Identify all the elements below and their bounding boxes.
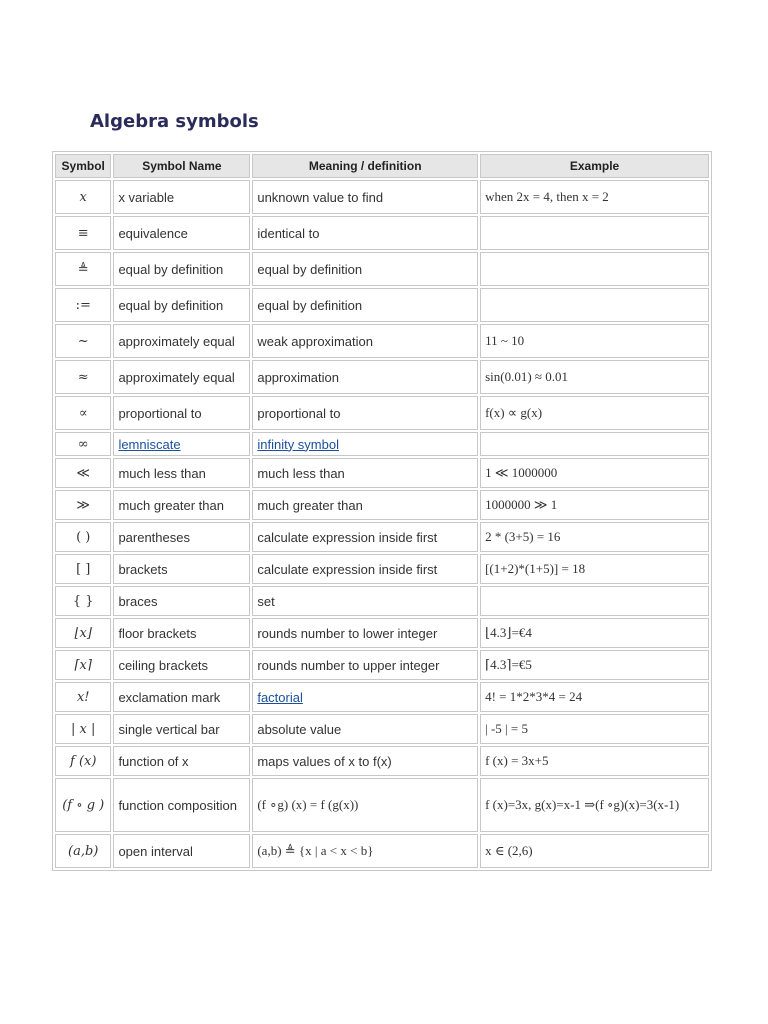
name-cell: floor brackets — [113, 618, 250, 648]
example-cell: | -5 | = 5 — [480, 714, 709, 744]
example-cell: [(1+2)*(1+5)] = 18 — [480, 554, 709, 584]
example-cell: f (x) = 3x+5 — [480, 746, 709, 776]
symbol-cell: | x | — [55, 714, 111, 744]
example-cell: 11 ~ 10 — [480, 324, 709, 358]
table-row — [55, 252, 709, 286]
meaning-cell: equal by definition — [252, 288, 478, 322]
table-row — [55, 778, 709, 832]
meaning-cell: calculate expression inside first — [252, 522, 478, 552]
example-cell: f (x)=3x, g(x)=x-1 ⇒(f ∘g)(x)=3(x-1) — [480, 778, 709, 832]
symbol-cell: ∞ — [55, 432, 111, 456]
meaning-cell: calculate expression inside first — [252, 554, 478, 584]
example-cell: f(x) ∝ g(x) — [480, 396, 709, 430]
example-cell: 4! = 1*2*3*4 = 24 — [480, 682, 709, 712]
example-cell: 1 ≪ 1000000 — [480, 458, 709, 488]
symbol-cell: ~ — [55, 324, 111, 358]
table-row — [55, 432, 709, 456]
example-cell: ⌊4.3⌋=€4 — [480, 618, 709, 648]
symbol-cell: (f ∘ g ) — [55, 778, 111, 832]
name-cell: proportional to — [113, 396, 250, 430]
name-cell: much less than — [113, 458, 250, 488]
table-row — [55, 682, 709, 712]
name-cell: braces — [113, 586, 250, 616]
example-cell — [480, 216, 709, 250]
symbol-cell: ( ) — [55, 522, 111, 552]
example-cell: 1000000 ≫ 1 — [480, 490, 709, 520]
meaning-cell — [252, 682, 478, 712]
meaning-cell: (f ∘g) (x) = f (g(x)) — [252, 778, 478, 832]
table-row — [55, 458, 709, 488]
example-cell: sin(0.01) ≈ 0.01 — [480, 360, 709, 394]
example-cell — [480, 252, 709, 286]
header-symbol: Symbol — [55, 154, 111, 178]
meaning-cell: absolute value — [252, 714, 478, 744]
name-cell: x variable — [113, 180, 250, 214]
meaning-cell: identical to — [252, 216, 478, 250]
table-row — [55, 554, 709, 584]
table-row — [55, 714, 709, 744]
page-title: Algebra symbols — [90, 111, 259, 132]
example-cell: x ∈ (2,6) — [480, 834, 709, 868]
example-cell — [480, 586, 709, 616]
table-row — [55, 650, 709, 680]
symbol-cell: (a,b) — [55, 834, 111, 868]
meaning-cell: weak approximation — [252, 324, 478, 358]
symbol-cell: ≫ — [55, 490, 111, 520]
example-cell — [480, 288, 709, 322]
example-cell — [480, 432, 709, 456]
symbol-cell: x! — [55, 682, 111, 712]
symbol-cell: ≡ — [55, 216, 111, 250]
symbol-cell: ∝ — [55, 396, 111, 430]
table-header-row — [55, 154, 709, 178]
example-cell: when 2x = 4, then x = 2 — [480, 180, 709, 214]
name-cell: function composition — [113, 778, 250, 832]
meaning-cell: much greater than — [252, 490, 478, 520]
table-row — [55, 360, 709, 394]
symbol-cell: x — [55, 180, 111, 214]
table-row — [55, 396, 709, 430]
table-row — [55, 586, 709, 616]
table-row — [55, 324, 709, 358]
lemniscate-link[interactable]: lemniscate — [118, 436, 181, 452]
name-cell: equivalence — [113, 216, 250, 250]
name-cell: open interval — [113, 834, 250, 868]
meaning-cell — [252, 432, 478, 456]
name-cell: ceiling brackets — [113, 650, 250, 680]
table-row — [55, 288, 709, 322]
symbol-cell: [ ] — [55, 554, 111, 584]
name-cell: exclamation mark — [113, 682, 250, 712]
meaning-cell: rounds number to upper integer — [252, 650, 478, 680]
name-cell: function of x — [113, 746, 250, 776]
symbol-cell: ≈ — [55, 360, 111, 394]
name-cell: much greater than — [113, 490, 250, 520]
header-meaning: Meaning / definition — [252, 154, 478, 178]
table-row — [55, 618, 709, 648]
meaning-cell: approximation — [252, 360, 478, 394]
name-cell: equal by definition — [113, 288, 250, 322]
meaning-cell: unknown value to find — [252, 180, 478, 214]
symbol-cell: { } — [55, 586, 111, 616]
table-row — [55, 490, 709, 520]
header-example: Example — [480, 154, 709, 178]
example-cell: ⌈4.3⌉=€5 — [480, 650, 709, 680]
symbol-cell: f (x) — [55, 746, 111, 776]
name-cell — [113, 432, 250, 456]
meaning-cell: much less than — [252, 458, 478, 488]
table-row — [55, 834, 709, 868]
table-row — [55, 522, 709, 552]
symbol-cell: ⌈x⌉ — [55, 650, 111, 680]
meaning-cell: equal by definition — [252, 252, 478, 286]
table-row — [55, 180, 709, 214]
name-cell: brackets — [113, 554, 250, 584]
meaning-cell: proportional to — [252, 396, 478, 430]
name-cell: approximately equal — [113, 324, 250, 358]
factorial-link[interactable]: factorial — [257, 689, 303, 705]
meaning-cell: (a,b) ≜ {x | a < x < b} — [252, 834, 478, 868]
example-cell: 2 * (3+5) = 16 — [480, 522, 709, 552]
algebra-symbols-table — [52, 151, 712, 871]
symbol-cell: ≜ — [55, 252, 111, 286]
table-row — [55, 216, 709, 250]
table-row — [55, 746, 709, 776]
meaning-cell: rounds number to lower integer — [252, 618, 478, 648]
header-symbol-name: Symbol Name — [113, 154, 250, 178]
symbol-cell: := — [55, 288, 111, 322]
infinity-symbol-link[interactable]: infinity symbol — [257, 436, 339, 452]
name-cell: parentheses — [113, 522, 250, 552]
symbol-cell: ⌊x⌋ — [55, 618, 111, 648]
meaning-cell: set — [252, 586, 478, 616]
name-cell: single vertical bar — [113, 714, 250, 744]
name-cell: equal by definition — [113, 252, 250, 286]
symbol-cell: ≪ — [55, 458, 111, 488]
name-cell: approximately equal — [113, 360, 250, 394]
meaning-cell: maps values of x to f(x) — [252, 746, 478, 776]
